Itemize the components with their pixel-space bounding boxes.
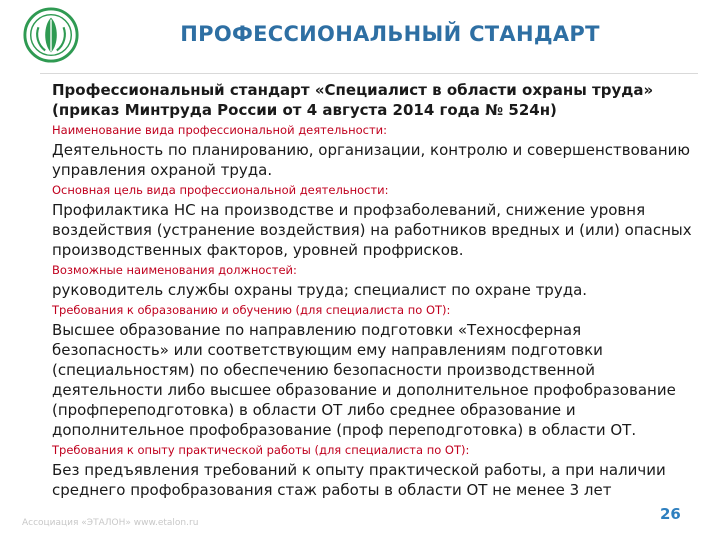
section-text-job-titles: руководитель службы охраны труда; специалист по охране труда. <box>52 281 588 299</box>
section-text-experience: Без предъявления требований к опыту практической работы, а при наличии среднего профобразования стаж работы в области ОТ не менее 3 лет <box>52 461 666 499</box>
section-label-main-goal: Основная цель вида профессиональной деятельности: <box>52 183 389 197</box>
section-text-activity-type: Деятельность по планированию, организации, контролю и совершенствованию управления охраной труда. <box>52 141 690 179</box>
section-text-main-goal: Профилактика НС на производстве и профзаболеваний, снижение уровня воздействия (устранение воздействия) на работников вредных и (или) опасных производственных факторов, уровней профрисков. <box>52 201 692 259</box>
page-title: ПРОФЕССИОНАЛЬНЫЙ СТАНДАРТ <box>180 22 600 46</box>
section-label-experience: Требования к опыту практической работы (для специалиста по ОТ): <box>52 443 470 457</box>
standard-subtitle: Профессиональный стандарт «Специалист в области охраны труда» (приказ Минтруда России от 4 августа 2014 года № 524н) <box>52 81 654 119</box>
section-label-job-titles: Возможные наименования должностей: <box>52 263 297 277</box>
slide-content <box>52 80 702 500</box>
section-label-education: Требования к образованию и обучению (для специалиста по ОТ): <box>52 303 451 317</box>
association-leaf-emblem-icon <box>22 6 80 64</box>
section-label-activity-type: Наименование вида профессиональной деятельности: <box>52 123 387 137</box>
title-divider <box>40 73 698 74</box>
section-text-education: Высшее образование по направлению подготовки «Техносферная безопасность» или соответствующим ему направлениям подготовки (специальностям) по обеспечению безопасности производственной деятельности либо высшее образование и дополнительное профобразование (профпереподготовка) в области ОТ либо среднее образование и дополнительное профобразование (проф переподготовка) в области ОТ. <box>52 321 676 439</box>
page-number: 26 <box>660 505 681 523</box>
footer-watermark: Ассоциация «ЭТАЛОН» www.etalon.ru <box>22 518 199 528</box>
